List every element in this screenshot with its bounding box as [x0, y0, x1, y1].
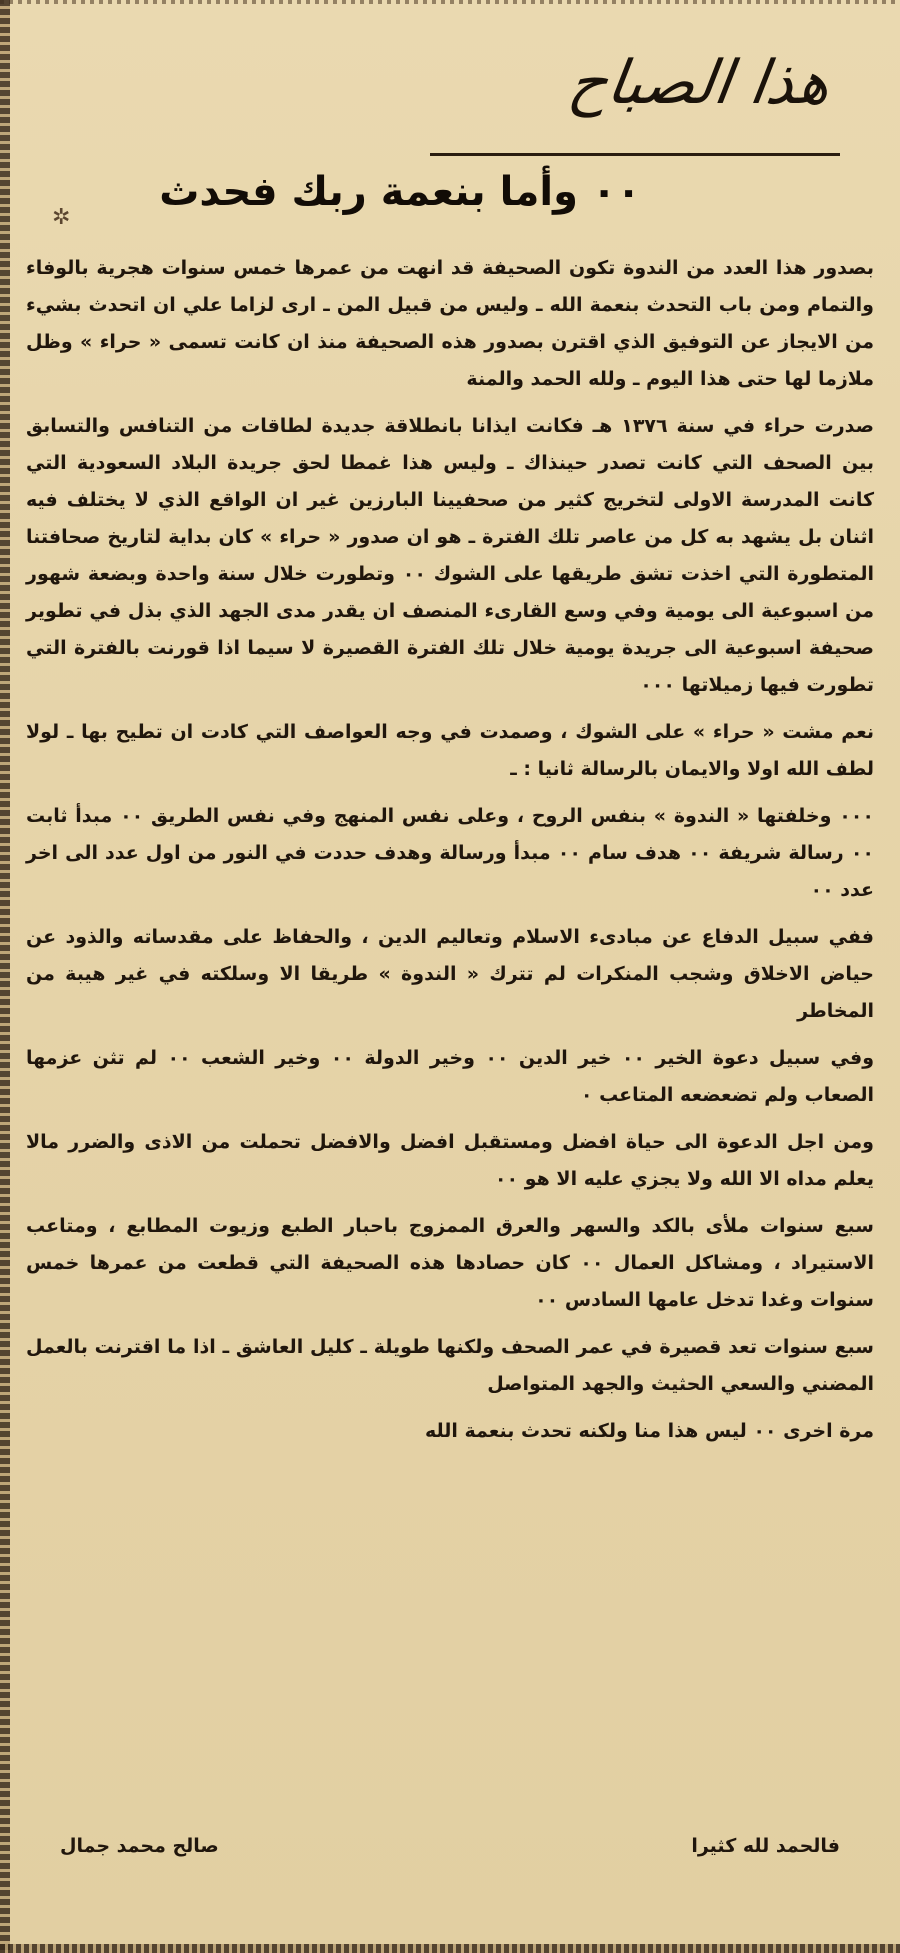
article-body — [26, 250, 874, 1460]
paragraph-1: بصدور هذا العدد من الندوة تكون الصحيفة قد انهت من عمرها خمس سنوات هجرية بالوفاء والتمام ومن باب التحدث بنعمة الله ـ وليس من قبيل المن ـ ارى لزاما علي ان اتحدث بشيء من الايجاز عن التوفيق الذي اقترن بصدور هذه الصحيفة منذ ان كانت تسمى « حراء » وظل ملازما لها حتى هذا اليوم ـ ولله الحمد والمنة — [26, 257, 874, 390]
article-headline: ٠٠ وأما بنعمة ربك فحدث — [159, 169, 641, 215]
masthead-underline — [430, 153, 840, 156]
top-edge — [0, 0, 900, 4]
paragraph-7: ومن اجل الدعوة الى حياة افضل ومستقبل افضل والافضل تحملت من الاذى والضرر مالا يعلم مداه الا الله ولا يجزي عليه الا هو ٠٠ — [26, 1131, 874, 1190]
column-masthead — [430, 38, 840, 158]
masthead-title: هذا الصباح — [564, 48, 835, 118]
left-perforation — [0, 0, 10, 1953]
paragraph-5: ففي سبيل الدفاع عن مبادىء الاسلام وتعاليم الدين ، والحفاظ على مقدساته والذود عن حياض الاخلاق وشجب المنكرات لم تترك « الندوة » طريقا الا وسلكته في غير هيبة من المخاطر — [26, 926, 874, 1022]
bottom-perforation — [0, 1944, 900, 1953]
paragraph-2: صدرت حراء في سنة ١٣٧٦ هـ فكانت ايذانا بانطلاقة جديدة لطاقات من التنافس والتسابق بين الصحف التي كانت تصدر حينذاك ـ وليس هذا غمطا لحق جريدة البلاد السعودية التي كانت المدرسة الاولى لتخريج كثير من صحفيينا البارزين غير ان الواقع الذي لا يختلف فيه اثنان بل يشهد به كل من عاصر تلك الفترة ـ هو ان صدور « حراء » كان بداية لتاريخ صحافتنا المتطورة التي اخذت تشق طريقها على الشوك ٠٠ وتطورت خلال سنة واحدة وبضعة شهور من اسبوعية الى يومية وفي وسع القارىء المنصف ان يقدر مدى الجهد الذي بذل في تطوير صحيفة اسبوعية الى جريدة يومية خلال تلك الفترة القصيرة لا سيما اذا قورنت بالفترة التي تطورت فيها زميلاتها ٠٠٠ — [26, 415, 874, 696]
paragraph-10: مرة اخرى ٠٠ ليس هذا منا ولكنه تحدث بنعمة الله — [424, 1420, 874, 1442]
paragraph-4: ٠٠٠ وخلفتها « الندوة » بنفس الروح ، وعلى نفس المنهج وفي نفس الطريق ٠٠ مبدأ ثابت ٠٠ رسالة شريفة ٠٠ هدف سام ٠٠ مبدأ ورسالة وهدف حددت في النور من اول عدد الى اخر عدد ٠٠ — [26, 805, 875, 901]
closing-line: فالحمد لله كثيرا — [691, 1835, 840, 1857]
paragraph-8: سبع سنوات ملأى بالكد والسهر والعرق الممزوج باحبار الطبع وزيوت المطابع ، ومتاعب الاستيراد ، ومشاكل العمال ٠٠ كان حصادها هذه الصحيفة التي قطعت من عمرها خمس سنوات وغدا تدخل عامها السادس ٠٠ — [26, 1215, 874, 1311]
author-name: صالح محمد جمال — [60, 1835, 219, 1857]
signature-block — [60, 1835, 840, 1875]
paragraph-6: وفي سبيل دعوة الخير ٠٠ خير الدين ٠٠ وخير الدولة ٠٠ وخير الشعب ٠٠ لم تثن عزمها الصعاب ولم تضعضعه المتاعب ٠ — [26, 1047, 875, 1106]
paragraph-3: نعم مشت « حراء » على الشوك ، وصمدت في وجه العواصف التي كادت ان تطيح بها ـ لولا لطف الله اولا والايمان بالرسالة ثانيا : ـ — [26, 721, 874, 780]
print-speck: ✲ — [52, 205, 71, 230]
paragraph-9: سبع سنوات تعد قصيرة في عمر الصحف ولكنها طويلة ـ كليل العاشق ـ اذا ما اقترنت بالعمل المضني والسعي الحثيث والجهد المتواصل — [26, 1336, 874, 1395]
